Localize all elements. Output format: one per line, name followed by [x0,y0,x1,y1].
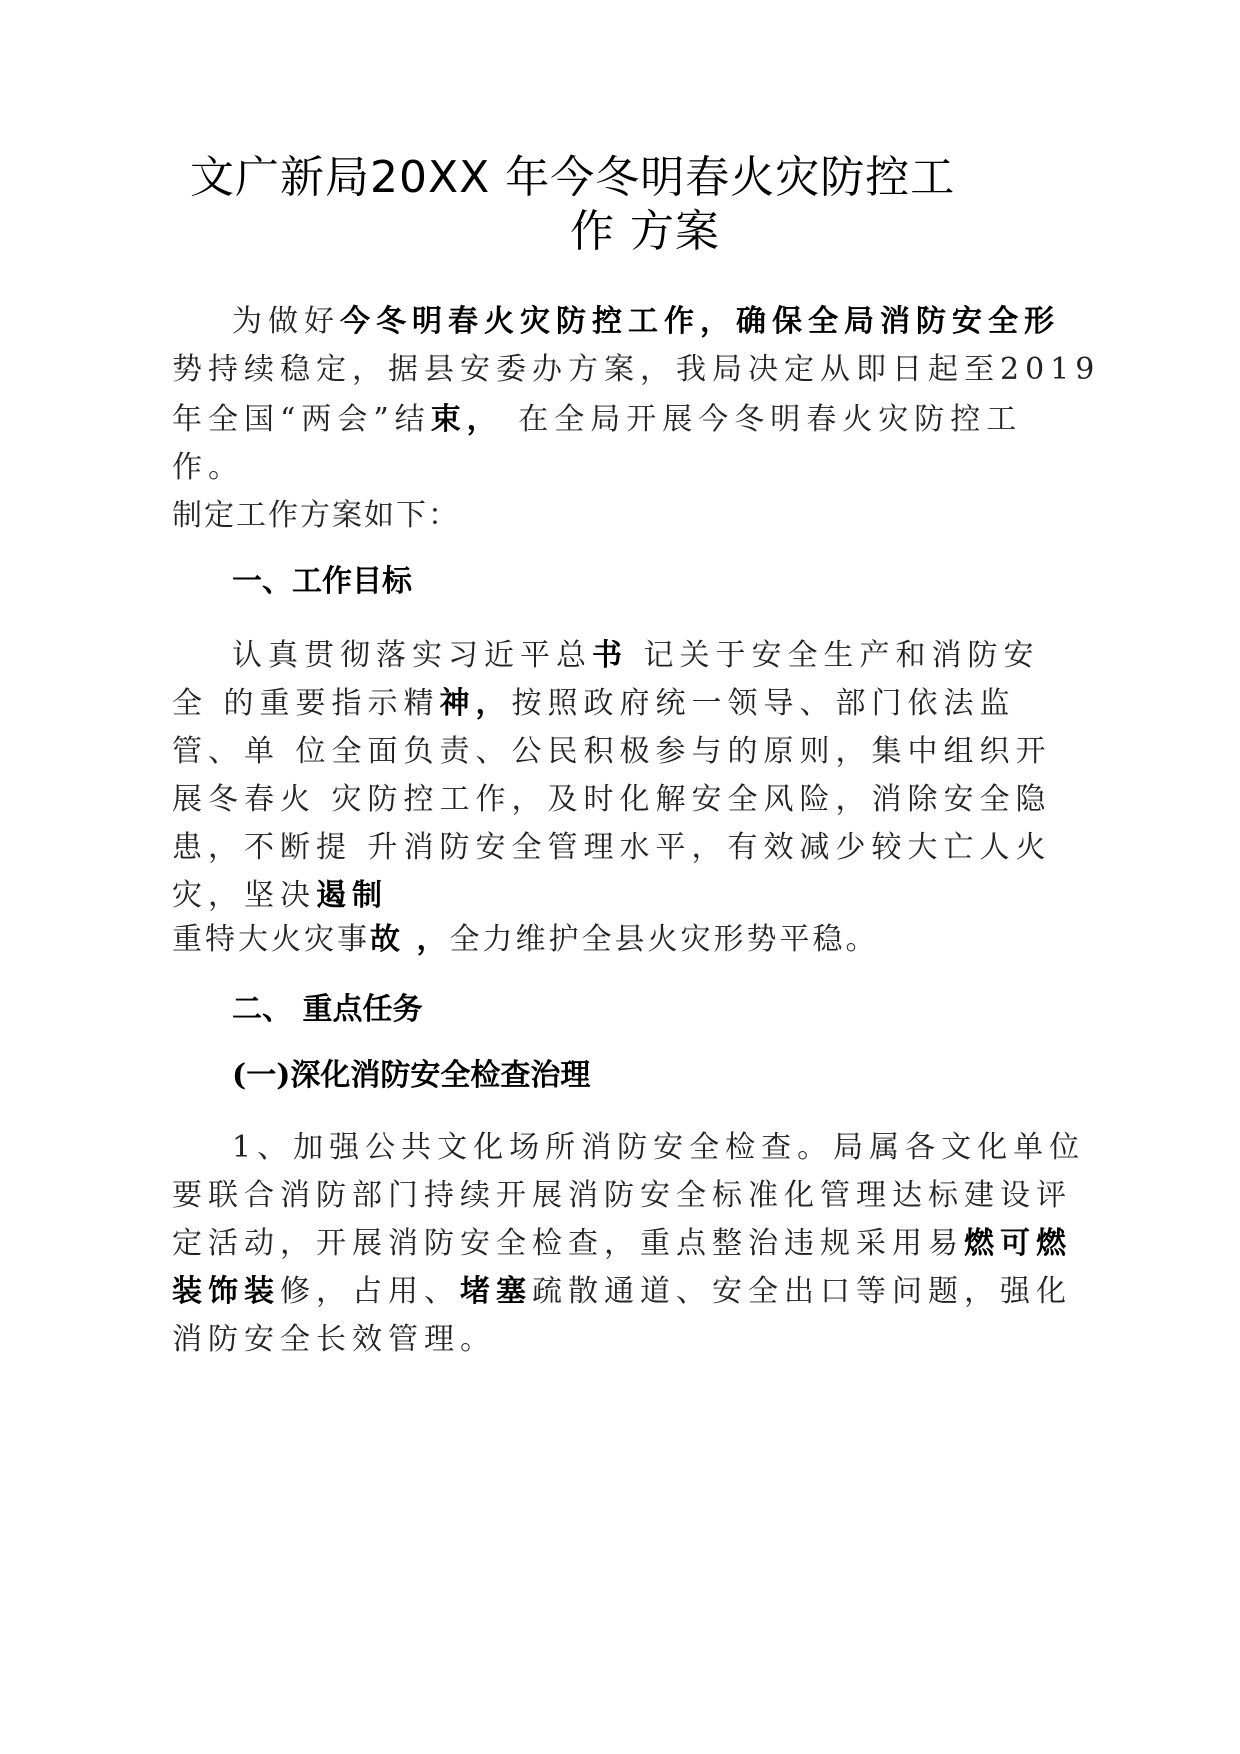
intro-line-5: 制定工作方案如下： [172,498,460,533]
intro-line-2: 势持续稳定，据县安委办方案，我局决定从即日起至2019 [172,352,1101,387]
section-1-line-7 [172,920,878,960]
section-2-heading: 二、 重点任务 [232,992,423,1027]
section-1-line-6 [172,876,388,916]
document-title-line-1: 文广新局20XX 年今冬明春火灾防控工 [190,152,956,203]
section-1-bold-text: 故 ， [370,922,450,957]
section-1-line-5: 患，不断提 升消防安全管理水平，有效减少较大亡人火 [172,830,1052,865]
intro-line-3 [172,400,1022,440]
section-1-text: 记关于安全生产和消防安 [628,638,1040,673]
intro-text: 在全局开展今冬明春火灾防控工 [502,402,1023,437]
item-1-bold-text: 燃可燃 [964,1226,1072,1261]
intro-text: 年全国“两会”结 [172,402,431,437]
section-1-text: 全力维护全县火灾形势平稳。 [449,922,879,957]
item-1-line-1: 1、加强公共文化场所消防安全检查。局属各文化单位 [232,1130,1086,1165]
section-1-text: 认真贯彻落实习近平总 [232,638,592,673]
section-1-text: 灾，坚决 [172,878,316,913]
intro-line-1 [232,302,1060,342]
section-1-line-2 [172,684,1016,724]
section-1-line-3: 管、单 位全面负责、公民积极参与的原则，集中组织开 [172,734,1052,769]
section-1-text: 按照政府统一领导、部门依法监 [511,686,1016,721]
intro-line-4: 作。 [172,450,244,485]
section-1-text: 重特大火灾事 [172,922,370,957]
intro-text: 为做好 [232,304,340,339]
item-1-bold-text: 装饰装 [172,1274,280,1309]
section-1-bold-text: 神， [439,686,512,721]
section-1-bold-text: 书 [592,638,628,673]
section-1-heading: 一、工作目标 [232,564,412,599]
intro-bold-text: 今冬明春火灾防控工作，确保全局消防安全形 [340,304,1060,339]
section-1-text: 全 的重要指示精 [172,686,440,721]
section-2-subheading: (一)深化消防安全检查治理 [232,1058,591,1093]
item-1-text: 修，占用、 [280,1274,460,1309]
item-1-line-4 [172,1272,1072,1312]
item-1-line-3 [172,1224,1072,1264]
section-1-line-4: 展冬春火 灾防控工作，及时化解安全风险，消除安全隐 [172,782,1052,817]
item-1-line-5: 消防安全长效管理。 [172,1322,496,1357]
item-1-bold-text: 堵塞 [460,1274,532,1309]
item-1-text: 疏散通道、安全出口等问题，强化 [532,1274,1072,1309]
section-1-line-1 [232,636,1040,676]
section-1-bold-text: 遏制 [316,878,388,913]
item-1-line-2: 要联合消防部门持续开展消防安全标准化管理达标建设评 [172,1178,1072,1213]
intro-bold-text: 束， [430,402,503,437]
item-1-text: 定活动，开展消防安全检查，重点整治违规采用易 [172,1226,964,1261]
document-title-line-2: 作 方案 [570,206,720,257]
